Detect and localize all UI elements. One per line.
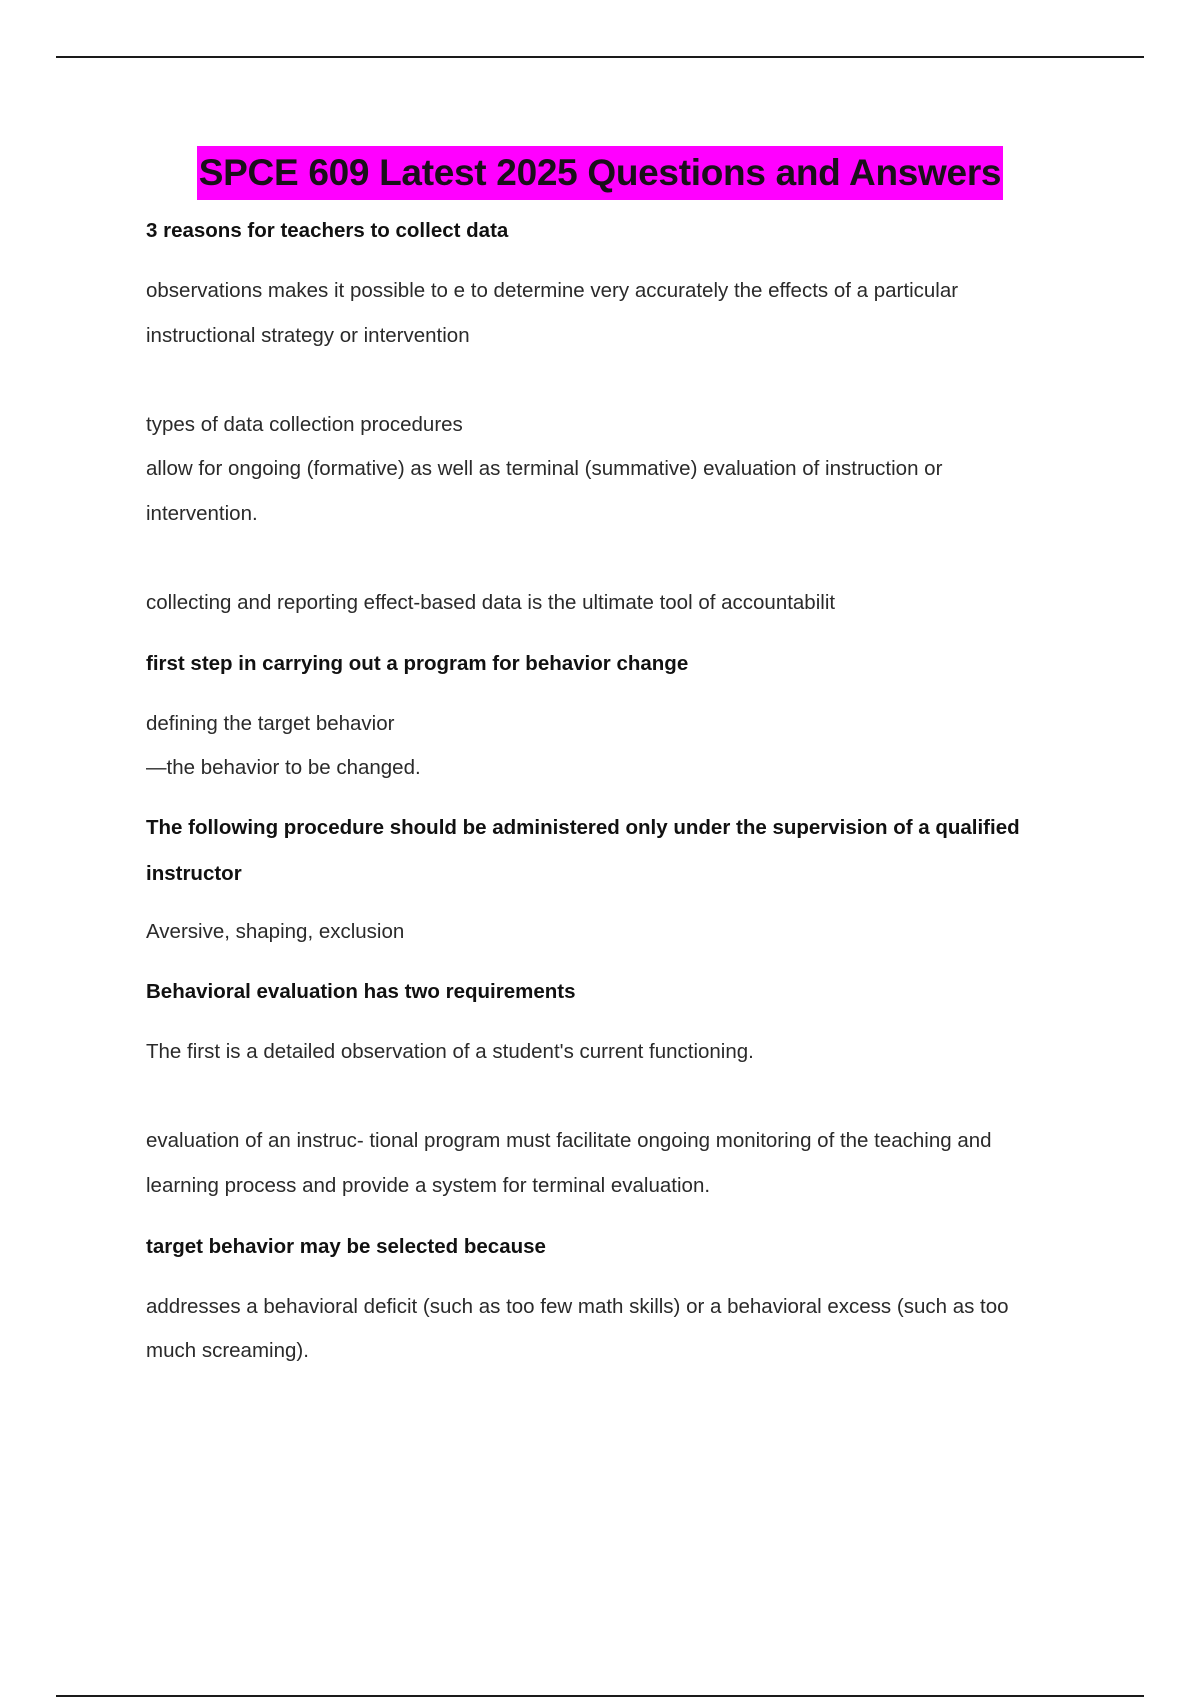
answer-2-line-2: —the behavior to be changed. <box>146 756 421 779</box>
question-2: first step in carrying out a program for behavior change <box>146 652 689 675</box>
header-rule <box>56 56 1144 58</box>
answer-1-line-3: types of data collection procedures <box>146 413 463 436</box>
answer-5-line-1: addresses a behavioral deficit (such as too few math skills) or a behavioral excess (such as too <box>146 1295 1009 1318</box>
document-title: SPCE 609 Latest 2025 Questions and Answers <box>197 146 1003 200</box>
title-block <box>0 146 1200 200</box>
answer-1-line-1: observations makes it possible to e to determine very accurately the effects of a particular <box>146 279 959 302</box>
answer-4-line-3: learning process and provide a system for terminal evaluation. <box>146 1174 711 1197</box>
answer-5-line-2: much screaming). <box>146 1339 309 1362</box>
footer-rule <box>56 1695 1144 1697</box>
answer-1-line-5: intervention. <box>146 502 258 525</box>
question-3-line-2: instructor <box>146 862 242 885</box>
answer-3-line-1: Aversive, shaping, exclusion <box>146 920 405 943</box>
answer-1-line-2: instructional strategy or intervention <box>146 324 470 347</box>
question-5: target behavior may be selected because <box>146 1235 546 1258</box>
question-3-line-1: The following procedure should be administered only under the supervision of a qualified <box>146 816 1020 839</box>
answer-1-line-4: allow for ongoing (formative) as well as terminal (summative) evaluation of instruction or <box>146 457 943 480</box>
answer-1-line-6: collecting and reporting effect-based data is the ultimate tool of accountabilit <box>146 591 836 614</box>
question-1: 3 reasons for teachers to collect data <box>146 219 509 242</box>
answer-4-line-1: The first is a detailed observation of a student's current functioning. <box>146 1040 754 1063</box>
question-4: Behavioral evaluation has two requirements <box>146 980 576 1003</box>
answer-2-line-1: defining the target behavior <box>146 712 395 735</box>
answer-4-line-2: evaluation of an instruc- tional program must facilitate ongoing monitoring of the teaching and <box>146 1129 992 1152</box>
